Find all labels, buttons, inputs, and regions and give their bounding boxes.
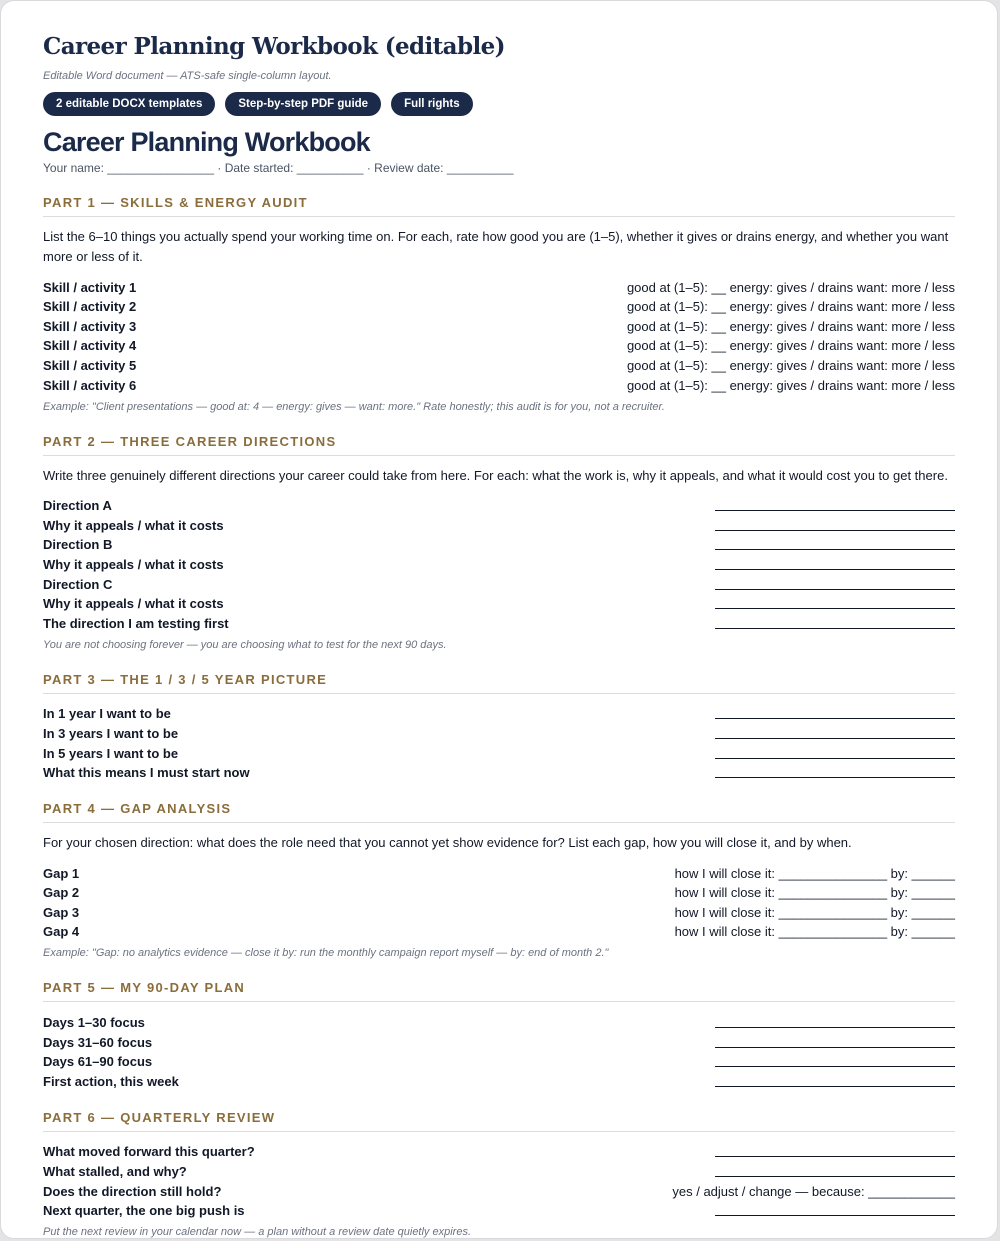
part-1-rows: [43, 277, 955, 395]
row-label: Gap 2: [43, 885, 80, 901]
review-row[interactable]: [43, 1201, 955, 1221]
blank-line-field[interactable]: [715, 1046, 955, 1048]
workbook-title: Career Planning Workbook: [43, 127, 370, 157]
close-gap-fields[interactable]: how I will close it: _______________ by: ______: [674, 924, 955, 940]
row-label: Why it appeals / what it costs: [43, 517, 224, 533]
rating-fields[interactable]: good at (1–5): __ energy: gives / drains want: more / less: [626, 357, 955, 373]
review-row[interactable]: [43, 1181, 955, 1201]
rating-fields[interactable]: good at (1–5): __ energy: gives / drains want: more / less: [626, 318, 955, 334]
direction-row[interactable]: [43, 515, 955, 535]
part-6-note: Put the next review in your calendar now — a plan without a review date quietly expires.: [43, 1226, 472, 1239]
gap-row[interactable]: [43, 863, 955, 883]
badge-pdf-guide: Step-by-step PDF guide: [225, 92, 381, 116]
picture-row[interactable]: [43, 763, 955, 783]
part-2-note: You are not choosing forever — you are choosing what to test for the next 90 days.: [43, 638, 447, 651]
blank-line-field[interactable]: [715, 568, 955, 570]
part-5-rows: [43, 1012, 955, 1090]
row-label: Skill / activity 5: [43, 357, 137, 373]
row-label: Gap 4: [43, 924, 80, 940]
picture-row[interactable]: [43, 723, 955, 743]
badge-docx-templates: 2 editable DOCX templates: [43, 92, 215, 116]
badge-full-rights: Full rights: [391, 92, 473, 116]
blank-line-field[interactable]: [715, 737, 955, 739]
feature-badges: [43, 92, 955, 116]
skill-row[interactable]: [43, 277, 955, 297]
skill-row[interactable]: [43, 355, 955, 375]
direction-row[interactable]: [43, 594, 955, 614]
product-subtitle: Editable Word document — ATS-safe single-column layout.: [43, 70, 332, 82]
direction-row[interactable]: [43, 613, 955, 633]
row-label: Days 31–60 focus: [43, 1034, 153, 1050]
row-label: What moved forward this quarter?: [43, 1144, 255, 1160]
document-content: [43, 31, 955, 1240]
row-label: Direction A: [43, 498, 112, 514]
part-6-rows: [43, 1142, 955, 1220]
part-2-heading: PART 2 — THREE CAREER DIRECTIONS: [43, 433, 955, 456]
blank-line-field[interactable]: [715, 717, 955, 719]
row-label: Next quarter, the one big push is: [43, 1203, 245, 1219]
row-label: Gap 3: [43, 904, 80, 920]
close-gap-fields[interactable]: how I will close it: _______________ by: ______: [674, 904, 955, 920]
part-1-example: Example: "Client presentations — good at: 4 — energy: gives — want: more." Rate honestly; this audit is for you, not a recruiter.: [43, 400, 665, 413]
blank-line-field[interactable]: [715, 776, 955, 778]
product-title: Career Planning Workbook (editable): [43, 33, 505, 60]
part-4-example: Example: "Gap: no analytics evidence — close it by: run the monthly campaign report myself — by: end of month 2.": [43, 947, 609, 960]
skill-row[interactable]: [43, 375, 955, 395]
row-label: First action, this week: [43, 1073, 179, 1089]
part-4-intro: For your chosen direction: what does the role need that you cannot yet show evidence for? List each gap, how you will close it, and by when.: [43, 835, 852, 851]
row-label: Skill / activity 6: [43, 377, 137, 393]
blank-line-field[interactable]: [715, 627, 955, 629]
part-1-intro: List the 6–10 things you actually spend your working time on. For each, rate how good you are (1–5), whether it gives or drains energy, and whether you want more or less of it.: [43, 229, 949, 264]
part-5-heading: PART 5 — MY 90-DAY PLAN: [43, 979, 955, 1002]
row-label: Gap 1: [43, 865, 80, 881]
picture-row[interactable]: [43, 743, 955, 763]
rating-fields[interactable]: good at (1–5): __ energy: gives / drains want: more / less: [626, 299, 955, 315]
blank-line-field[interactable]: [715, 607, 955, 609]
blank-line-field[interactable]: [715, 529, 955, 531]
part-2-intro: Write three genuinely different directions your career could take from here. For each: what the work is, why it appeals, and what it would cost you to get there.: [43, 467, 948, 483]
plan-row[interactable]: [43, 1071, 955, 1091]
row-label: Direction C: [43, 576, 113, 592]
row-label: Skill / activity 2: [43, 299, 137, 315]
direction-row[interactable]: [43, 496, 955, 516]
blank-line-field[interactable]: [715, 509, 955, 511]
part-4-rows: [43, 863, 955, 941]
row-label: Why it appeals / what it costs: [43, 556, 224, 572]
skill-row[interactable]: [43, 297, 955, 317]
part-3-rows: [43, 704, 955, 782]
part-3-heading: PART 3 — THE 1 / 3 / 5 YEAR PICTURE: [43, 671, 955, 694]
row-label: In 5 years I want to be: [43, 745, 179, 761]
row-label: Why it appeals / what it costs: [43, 596, 224, 612]
row-label: What this means I must start now: [43, 765, 250, 781]
plan-row[interactable]: [43, 1012, 955, 1032]
row-label: Direction B: [43, 537, 113, 553]
blank-line-field[interactable]: [715, 1026, 955, 1028]
skill-row[interactable]: [43, 336, 955, 356]
row-label: Skill / activity 1: [43, 279, 137, 295]
rating-fields[interactable]: good at (1–5): __ energy: gives / drains want: more / less: [626, 279, 955, 295]
skill-row[interactable]: [43, 316, 955, 336]
direction-row[interactable]: [43, 554, 955, 574]
direction-check-field[interactable]: yes / adjust / change — because: ____________: [672, 1183, 955, 1199]
blank-line-field[interactable]: [715, 1155, 955, 1157]
rating-fields[interactable]: good at (1–5): __ energy: gives / drains want: more / less: [626, 338, 955, 354]
picture-row[interactable]: [43, 704, 955, 724]
blank-line-field[interactable]: [715, 1085, 955, 1087]
row-label: In 3 years I want to be: [43, 725, 179, 741]
blank-line-field[interactable]: [715, 1214, 955, 1216]
blank-line-field[interactable]: [715, 548, 955, 550]
close-gap-fields[interactable]: how I will close it: _______________ by: ______: [674, 865, 955, 881]
row-label: Days 1–30 focus: [43, 1015, 145, 1031]
blank-line-field[interactable]: [715, 1065, 955, 1067]
rating-fields[interactable]: good at (1–5): __ energy: gives / drains want: more / less: [626, 377, 955, 393]
workbook-meta-fields[interactable]: Your name: ________________ · Date started: __________ · Review date: __________: [43, 161, 514, 175]
direction-row[interactable]: [43, 574, 955, 594]
direction-row[interactable]: [43, 535, 955, 555]
plan-row[interactable]: [43, 1052, 955, 1072]
review-row[interactable]: [43, 1161, 955, 1181]
row-label: Days 61–90 focus: [43, 1054, 153, 1070]
row-label: Skill / activity 4: [43, 338, 137, 354]
plan-row[interactable]: [43, 1032, 955, 1052]
part-1-heading: PART 1 — SKILLS & ENERGY AUDIT: [43, 194, 955, 217]
row-label: The direction I am testing first: [43, 615, 229, 631]
blank-line-field[interactable]: [715, 1175, 955, 1177]
part-6-heading: PART 6 — QUARTERLY REVIEW: [43, 1109, 955, 1132]
blank-line-field[interactable]: [715, 588, 955, 590]
gap-row[interactable]: [43, 922, 955, 942]
part-2-rows: [43, 496, 955, 633]
part-4-heading: PART 4 — GAP ANALYSIS: [43, 800, 955, 823]
row-label: Skill / activity 3: [43, 318, 137, 334]
row-label: What stalled, and why?: [43, 1164, 187, 1180]
blank-line-field[interactable]: [715, 757, 955, 759]
gap-row[interactable]: [43, 902, 955, 922]
close-gap-fields[interactable]: how I will close it: _______________ by: ______: [674, 885, 955, 901]
gap-row[interactable]: [43, 883, 955, 903]
row-label: In 1 year I want to be: [43, 706, 171, 722]
row-label: Does the direction still hold?: [43, 1183, 222, 1199]
review-row[interactable]: [43, 1142, 955, 1162]
